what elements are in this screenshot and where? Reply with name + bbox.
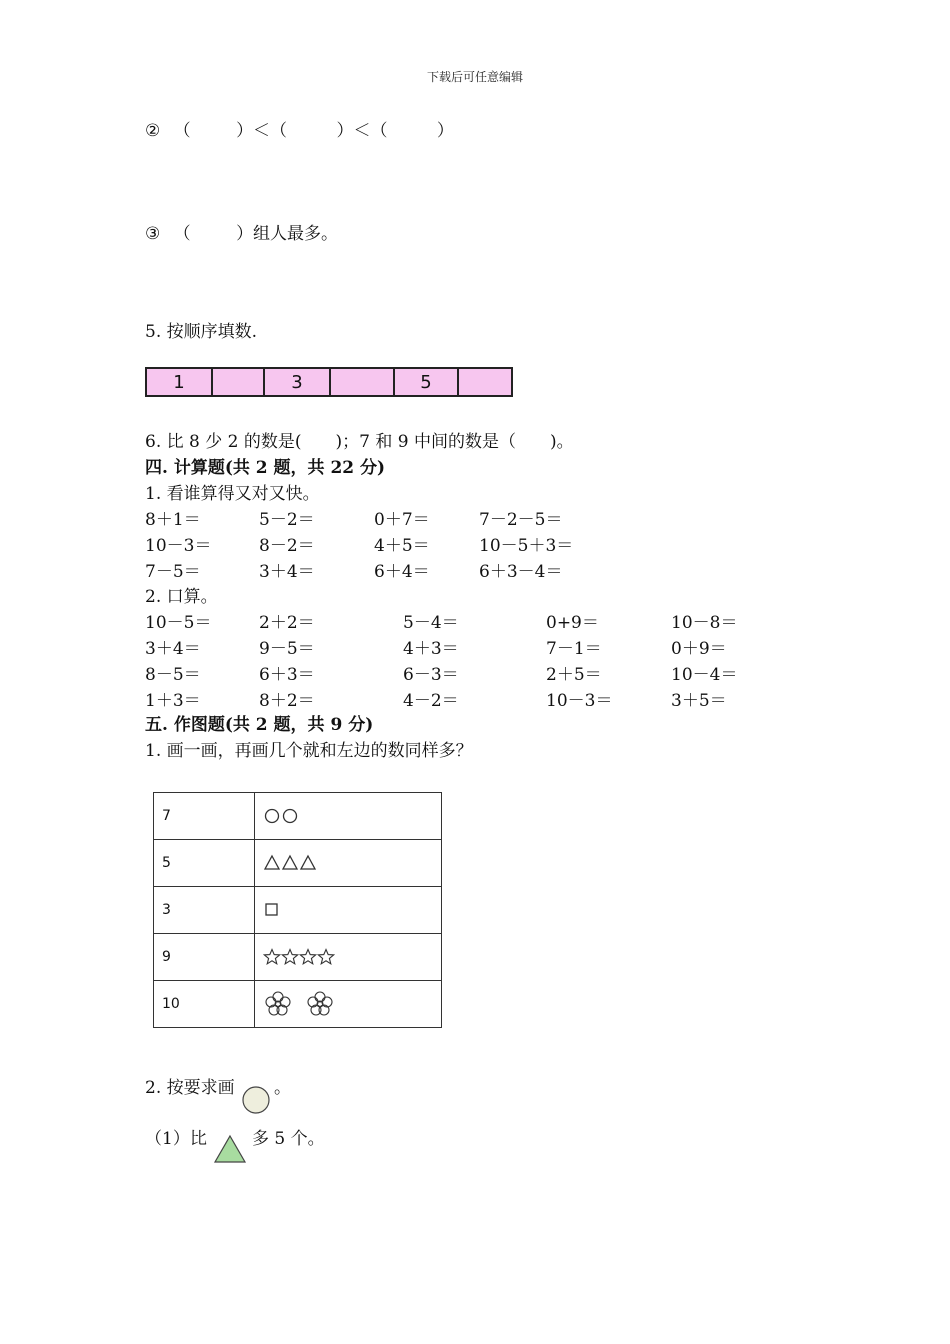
table-row (154, 793, 442, 840)
calc-item: 6＋3－4＝ (479, 562, 563, 582)
q2-title-end: 。 (274, 1078, 291, 1098)
section-5-q1-title: 1. 画一画，再画几个就和左边的数同样多？ (145, 741, 473, 761)
calc-item: 3＋4＝ (259, 562, 315, 582)
row-shapes[interactable] (255, 840, 442, 887)
calc-item: 7－5＝ (145, 562, 201, 582)
q2-sub1-suffix: 多 5 个。 (252, 1129, 325, 1149)
calc-item: 10－5＝ (145, 613, 212, 633)
triangle-icon (299, 854, 317, 872)
calc-item: 2＋5＝ (546, 665, 602, 685)
flower-icon (305, 989, 335, 1019)
calc-item: 8＋1＝ (145, 510, 201, 530)
number-strip (145, 367, 513, 397)
strip-cell[interactable] (213, 369, 265, 395)
calc-item: 3＋5＝ (671, 691, 727, 711)
circle-icon (240, 1084, 272, 1116)
calc-item: 6＋4＝ (374, 562, 430, 582)
square-icon (263, 901, 281, 919)
row-shapes[interactable] (255, 934, 442, 981)
q2-sub1-prefix: （1）比 (145, 1129, 207, 1149)
calc-item: 10－3＝ (546, 691, 613, 711)
table-row (154, 934, 442, 981)
calc-item: 8－2＝ (259, 536, 315, 556)
calc-item: 5－2＝ (259, 510, 315, 530)
calc-item: 8－5＝ (145, 665, 201, 685)
flower-icon (263, 989, 293, 1019)
calc-item: 0＋7＝ (374, 510, 430, 530)
paren-mid-2: ）＜（ (336, 121, 388, 141)
question-5-title: 5. 按顺序填数. (145, 322, 258, 342)
row-number: 5 (154, 840, 255, 887)
calc-item: 1＋3＝ (145, 691, 201, 711)
calc-item: 7－1＝ (546, 639, 602, 659)
strip-cell: 3 (265, 369, 331, 395)
row-shapes[interactable] (255, 793, 442, 840)
question-text: ）组人最多。 (236, 224, 339, 244)
section-4-q2-title: 2. 口算。 (145, 587, 218, 607)
calc-item: 10－3＝ (145, 536, 212, 556)
strip-cell[interactable] (459, 369, 511, 395)
calc-item: 9－5＝ (259, 639, 315, 659)
star-icon (263, 948, 281, 966)
q2-title-text: 2. 按要求画 (145, 1078, 235, 1098)
star-icon (317, 948, 335, 966)
calc-item: 10－4＝ (671, 665, 738, 685)
row-number: 9 (154, 934, 255, 981)
section-5-q2-title (145, 1073, 235, 1098)
table-row (154, 887, 442, 934)
strip-cell[interactable] (331, 369, 395, 395)
triangle-icon (212, 1133, 248, 1165)
question-4-2 (145, 116, 454, 141)
calc-item: 2＋2＝ (259, 613, 315, 633)
page-header: 下载后可任意编辑 (426, 70, 523, 84)
calc-item: 6－3＝ (403, 665, 459, 685)
calc-item: 5－4＝ (403, 613, 459, 633)
triangle-icon (281, 854, 299, 872)
calc-item: 10－5＋3＝ (479, 536, 574, 556)
question-6: 6. 比 8 少 2 的数是( )；7 和 9 中间的数是（ )。 (145, 432, 574, 452)
calc-item: 6＋3＝ (259, 665, 315, 685)
row-shapes[interactable] (255, 981, 442, 1028)
question-4-3 (145, 219, 338, 244)
calc-item: 0+9＝ (546, 613, 599, 633)
paren-mid-1: ）＜（ (236, 121, 288, 141)
calc-item: 7－2－5＝ (479, 510, 563, 530)
row-number: 10 (154, 981, 255, 1028)
calc-item: 4－2＝ (403, 691, 459, 711)
triangle-icon (263, 854, 281, 872)
row-number: 3 (154, 887, 255, 934)
strip-cell: 1 (147, 369, 213, 395)
row-number: 7 (154, 793, 255, 840)
star-icon (299, 948, 317, 966)
calc-item: 4＋3＝ (403, 639, 459, 659)
calc-item: 0＋9＝ (671, 639, 727, 659)
circle-icon (263, 807, 281, 825)
calc-item: 4＋5＝ (374, 536, 430, 556)
table-row (154, 840, 442, 887)
question-marker: ② (145, 121, 161, 141)
paren-open: （ (173, 121, 191, 141)
calc-item: 8＋2＝ (259, 691, 315, 711)
circle-icon (281, 807, 299, 825)
row-shapes[interactable] (255, 887, 442, 934)
strip-cell: 5 (395, 369, 459, 395)
table-row (154, 981, 442, 1028)
section-4-q1-title: 1. 看谁算得又对又快。 (145, 484, 320, 504)
paren-open: （ (173, 224, 191, 244)
section-4-title: 四. 计算题(共 2 题，共 22 分) (145, 458, 386, 478)
question-marker: ③ (145, 224, 161, 244)
paren-close: ） (436, 121, 454, 141)
star-icon (281, 948, 299, 966)
calc-item: 10－8＝ (671, 613, 738, 633)
calc-item: 3＋4＝ (145, 639, 201, 659)
section-5-title: 五. 作图题(共 2 题，共 9 分) (145, 715, 374, 735)
drawing-table (153, 792, 442, 1028)
